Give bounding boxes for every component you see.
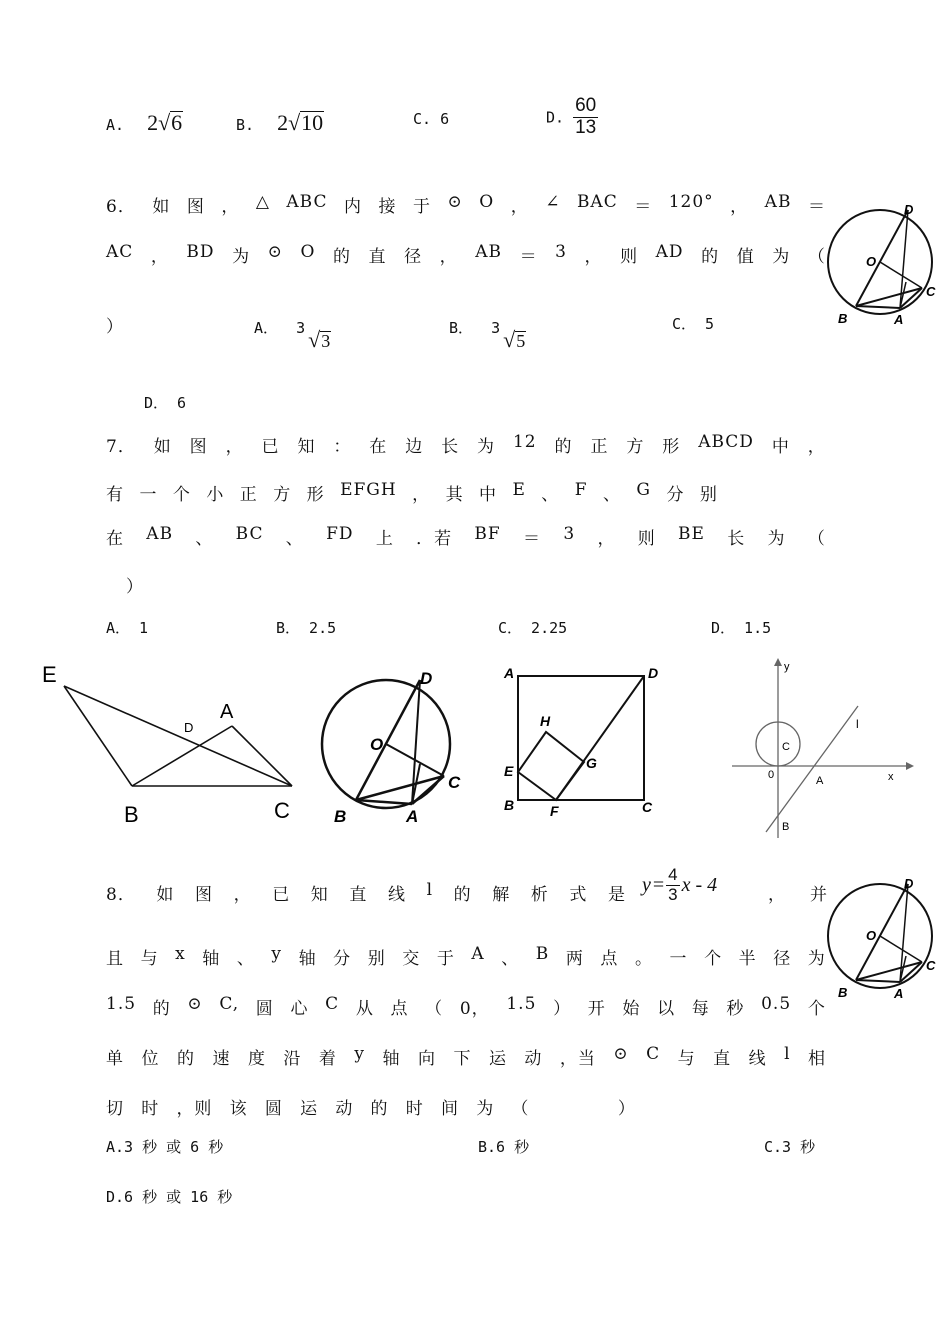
text-token: 时 — [141, 1099, 160, 1119]
text-token: 交 — [402, 949, 421, 969]
text-token: 线 — [387, 885, 406, 905]
text-token: 的 — [453, 885, 472, 905]
q5-option-c: C. 6 — [413, 110, 450, 128]
text-token: 于 — [413, 197, 431, 217]
text-token: 如 — [153, 437, 172, 457]
text-token: 正 — [590, 437, 609, 457]
text-token: 秒 — [726, 999, 745, 1019]
circle-figure — [316, 664, 476, 830]
text-token: 1.5 — [506, 994, 537, 1014]
text-token: 、 — [602, 485, 621, 505]
text-token: 已 — [272, 885, 291, 905]
text-token: 在 — [106, 529, 124, 549]
q6-option-d: D． 6 — [144, 394, 187, 412]
text-token: 7． — [106, 437, 136, 457]
text-token: O — [300, 242, 316, 262]
triangle-figure — [36, 658, 306, 830]
text-token: 的 — [554, 437, 573, 457]
text-token: 有 — [106, 485, 124, 505]
text-token: ．若 — [416, 529, 453, 549]
text-token: 、 — [236, 949, 255, 969]
text-token: AD — [655, 242, 684, 262]
fig4-label-l: l — [856, 717, 859, 731]
text-token: 轴 — [298, 949, 317, 969]
text-token: 沿 — [283, 1049, 302, 1069]
text-token: 形 — [306, 485, 325, 505]
text-token: （ — [425, 999, 444, 1019]
text-token: 为 — [767, 529, 786, 549]
text-token: G — [636, 480, 651, 500]
text-token: 半 — [738, 949, 757, 969]
q6-line-2 — [106, 242, 826, 267]
text-token: 如 — [152, 197, 171, 217]
text-token: 上 — [375, 529, 394, 549]
text-token: O — [479, 192, 495, 212]
text-token: 的 — [701, 247, 720, 267]
q6-option-a: A． 3 √3 — [254, 319, 331, 352]
text-token: 轴 — [202, 949, 221, 969]
text-token: ⊙ — [613, 1044, 629, 1064]
q7-option-d: D． 1.5 — [711, 619, 772, 637]
text-token: ⊙ — [187, 994, 203, 1014]
text-token: 1.5 — [106, 994, 137, 1014]
text-token: y — [354, 1044, 365, 1064]
q8-fig-label-d: D — [904, 876, 914, 891]
text-token: l — [784, 1044, 791, 1064]
text-token: AB — [146, 524, 174, 544]
q8-option-b: B.6 秒 — [478, 1138, 530, 1156]
text-token: x — [175, 944, 186, 964]
text-token: ， — [439, 247, 458, 267]
text-token: AB — [475, 242, 503, 262]
text-token: AB — [764, 192, 792, 212]
q6-line-3-paren: ） — [106, 317, 124, 337]
text-token: l — [426, 880, 434, 900]
text-token: 方 — [273, 485, 292, 505]
text-token: 则 — [620, 247, 639, 267]
fig1-label-a: A — [220, 701, 234, 723]
q5-option-d: D. $\frac{60}{13}$ — [546, 95, 597, 138]
q8-line-4 — [106, 1044, 826, 1069]
text-token: 0.5 — [761, 994, 792, 1014]
q6-option-c: C． 5 — [672, 315, 715, 333]
text-token: FD — [326, 524, 354, 544]
q8-equation: y = $\frac{4}{3}$ x - 4 — [642, 865, 718, 904]
fig4-label-y: y — [784, 661, 790, 673]
text-token: ） — [617, 1099, 636, 1119]
text-token: ， — [412, 485, 431, 505]
text-token: 方 — [626, 437, 645, 457]
text-token: 。 — [634, 949, 653, 969]
text-token: 点 — [600, 949, 619, 969]
text-token: 小 — [206, 485, 225, 505]
text-token: ＝ — [523, 529, 542, 549]
q8-option-c: C.3 秒 — [764, 1138, 816, 1156]
q8-fig-label-b: B — [838, 985, 848, 1000]
text-token: 一 — [669, 949, 688, 969]
text-token: 、 — [195, 529, 214, 549]
text-token: 120° — [668, 192, 714, 212]
text-token: ＝ — [634, 197, 653, 217]
text-token: 直 — [349, 885, 368, 905]
q8-fig-label-a: A — [894, 986, 904, 1001]
text-token: 于 — [436, 949, 455, 969]
q7-option-a: A． 1 — [106, 619, 149, 637]
text-token: ⊙ — [267, 242, 283, 262]
text-token: △ — [255, 192, 270, 212]
text-token: ，当 — [559, 1049, 596, 1069]
fig2-label-c: C — [448, 773, 461, 792]
q8-option-d: D.6 秒 或 16 秒 — [106, 1188, 233, 1206]
text-token: 正 — [239, 485, 258, 505]
q7-option-c: C． 2.25 — [498, 619, 568, 637]
text-token: 圆 — [264, 1099, 283, 1119]
q8-line-1-pre — [106, 880, 626, 905]
fig2-label-b: B — [334, 807, 347, 826]
text-token: 的 — [332, 247, 351, 267]
text-token: BC — [235, 524, 264, 544]
text-token: 动 — [524, 1049, 543, 1069]
text-token: 8． — [106, 885, 136, 905]
text-token: C — [646, 1044, 661, 1064]
text-token — [547, 1094, 601, 1119]
fig2-label-d: D — [420, 669, 433, 688]
text-token: （ — [807, 529, 826, 549]
text-token: 心 — [290, 999, 309, 1019]
text-token: ， — [225, 437, 244, 457]
q8-line-2 — [106, 944, 826, 969]
text-token: 度 — [247, 1049, 266, 1069]
q6-fig-label-d: D — [904, 202, 914, 217]
text-token: ， — [768, 885, 786, 905]
text-token: 长 — [441, 437, 460, 457]
text-token: 径 — [773, 949, 792, 969]
fig3-label-a: A — [504, 665, 515, 681]
text-token: 分 — [333, 949, 352, 969]
fig2-label-a: A — [406, 807, 419, 826]
fig4-label-x: x — [888, 771, 894, 783]
text-token: ABC — [286, 192, 328, 212]
text-token: 向 — [417, 1049, 436, 1069]
text-token: E — [512, 480, 526, 500]
text-token: 为 — [772, 247, 791, 267]
fig1-label-b: B — [124, 802, 139, 827]
text-token: 切 — [106, 1099, 124, 1119]
text-token: 中 — [771, 437, 790, 457]
text-token: BD — [186, 242, 215, 262]
fig4-label-c: C — [782, 741, 790, 753]
text-token: 为 — [477, 437, 496, 457]
coordinate-figure — [726, 654, 916, 844]
text-token: ， — [730, 197, 749, 217]
text-token: 一 — [139, 485, 158, 505]
text-token: 位 — [141, 1049, 160, 1069]
text-token: （ — [807, 247, 826, 267]
q7-line-4: ） — [126, 577, 144, 597]
text-token: ＝ — [519, 247, 538, 267]
fig3-label-b: B — [504, 797, 515, 813]
text-token: B — [535, 944, 550, 964]
text-token: ， — [597, 529, 616, 549]
text-token: 知 — [297, 437, 316, 457]
text-token: 该 — [229, 1099, 248, 1119]
text-token: C, — [219, 994, 240, 1014]
text-token: ， — [221, 197, 240, 217]
text-token: 直 — [368, 247, 387, 267]
text-token: ∠ — [545, 192, 561, 212]
text-token: ， — [584, 247, 603, 267]
text-token: 时 — [405, 1099, 424, 1119]
text-token: 、 — [285, 529, 304, 549]
text-token: ABCD — [698, 432, 754, 452]
text-token: 为 — [476, 1099, 495, 1119]
text-token: 接 — [378, 197, 397, 217]
q8-line-1-post — [768, 880, 828, 905]
text-token: 为 — [807, 949, 826, 969]
text-token: 着 — [318, 1049, 337, 1069]
text-token: 式 — [569, 885, 588, 905]
text-token: 值 — [736, 247, 755, 267]
text-token: 轴 — [382, 1049, 401, 1069]
text-token: 内 — [344, 197, 362, 217]
text-token: 的 — [176, 1049, 195, 1069]
text-token: ： — [333, 437, 352, 457]
q6-line-1 — [106, 192, 826, 217]
text-token: 个 — [704, 949, 723, 969]
text-token: 为 — [232, 247, 251, 267]
fig3-label-d: D — [648, 665, 659, 681]
text-token: 图 — [189, 437, 208, 457]
q6-option-b: B． 3 √5 — [449, 319, 526, 352]
text-token: 间 — [440, 1099, 459, 1119]
text-token: 图 — [186, 197, 205, 217]
text-token: y — [271, 944, 283, 964]
text-token: 点 — [390, 999, 409, 1019]
text-token: F — [574, 480, 588, 500]
text-token: 分 — [666, 485, 685, 505]
text-token: 始 — [622, 999, 641, 1019]
text-token: 0， — [459, 999, 490, 1019]
text-token: 个 — [807, 999, 826, 1019]
text-token: 3 — [555, 242, 567, 262]
text-token: 图 — [195, 885, 214, 905]
fig4-label-a: A — [816, 775, 824, 787]
q7-line-2 — [106, 480, 718, 505]
q8-fig-label-o: O — [866, 928, 877, 943]
text-token: 则 — [637, 529, 656, 549]
text-token: 线 — [748, 1049, 767, 1069]
text-token: 圆 — [255, 999, 274, 1019]
fig3-label-f: F — [550, 803, 559, 819]
fig1-label-c: C — [274, 798, 290, 823]
text-token: ， — [233, 885, 252, 905]
text-token: 6． — [106, 197, 136, 217]
text-token: ） — [553, 999, 572, 1019]
text-token: 与 — [140, 949, 159, 969]
q8-fig-label-c: C — [926, 958, 936, 973]
text-token: 长 — [727, 529, 746, 549]
text-token: ＝ — [807, 197, 826, 217]
text-token: ， — [807, 437, 826, 457]
text-token: 直 — [713, 1049, 732, 1069]
text-token: 其 — [445, 485, 464, 505]
q6-fig-label-a: A — [894, 312, 904, 327]
text-token: 每 — [691, 999, 710, 1019]
text-token: AC — [106, 242, 134, 262]
text-token: 、 — [501, 949, 520, 969]
text-token: ， — [510, 197, 529, 217]
text-token: 并 — [810, 885, 828, 905]
fig3-label-h: H — [540, 713, 551, 729]
square-figure — [498, 660, 668, 822]
text-token: BAC — [576, 192, 618, 212]
text-token: 别 — [699, 485, 718, 505]
fig1-label-d: D — [184, 720, 194, 735]
text-token: ， — [150, 247, 169, 267]
fig3-label-e: E — [504, 763, 514, 779]
q8-line-5 — [106, 1094, 636, 1119]
text-token: 是 — [607, 885, 626, 905]
text-token: 个 — [172, 485, 191, 505]
text-token: 在 — [369, 437, 388, 457]
q8-option-a: A.3 秒 或 6 秒 — [106, 1138, 224, 1156]
q7-line-1 — [106, 432, 826, 457]
fig4-label-zero: 0 — [768, 769, 775, 781]
text-token: 3 — [563, 524, 576, 544]
text-token: 边 — [405, 437, 424, 457]
text-token: 中 — [479, 485, 497, 505]
text-token: 知 — [310, 885, 329, 905]
fig4-label-b: B — [782, 821, 790, 833]
text-token: 形 — [662, 437, 681, 457]
text-token: 相 — [808, 1049, 826, 1069]
text-token: 运 — [488, 1049, 507, 1069]
text-token: 已 — [261, 437, 280, 457]
fig3-label-g: G — [586, 755, 597, 771]
text-token: 两 — [565, 949, 584, 969]
q6-fig-label-b: B — [838, 311, 848, 326]
text-token: A — [471, 944, 485, 964]
text-token: 的 — [152, 999, 171, 1019]
text-token: ⊙ — [447, 192, 463, 212]
text-token: （ — [511, 1099, 530, 1119]
fig2-label-o: O — [370, 735, 384, 754]
fig1-label-e: E — [42, 662, 57, 687]
fig3-label-c: C — [642, 799, 653, 815]
text-token: 别 — [367, 949, 386, 969]
text-token: 动 — [335, 1099, 354, 1119]
text-token: 开 — [587, 999, 606, 1019]
q8-circle-figure — [822, 872, 944, 1002]
q6-fig-label-c: C — [926, 284, 936, 299]
text-token: BF — [474, 524, 501, 544]
text-token: 且 — [106, 949, 124, 969]
text-token: BE — [678, 524, 705, 544]
text-token: 以 — [657, 999, 676, 1019]
text-token: 从 — [355, 999, 374, 1019]
text-token: 速 — [212, 1049, 231, 1069]
text-token: 的 — [370, 1099, 389, 1119]
q7-option-b: B． 2.5 — [276, 619, 337, 637]
text-token: C — [325, 994, 340, 1014]
text-token: ，则 — [176, 1099, 213, 1119]
text-token: EFGH — [340, 480, 397, 500]
text-token: 单 — [106, 1049, 124, 1069]
q5-option-a: A. 2√6 — [106, 110, 183, 135]
q8-line-3 — [106, 994, 826, 1019]
q5-option-b: B. 2√10 — [236, 110, 324, 135]
q7-line-3 — [106, 524, 826, 549]
q6-fig-label-o: O — [866, 254, 877, 269]
text-token: 解 — [492, 885, 511, 905]
text-token: 12 — [512, 432, 537, 452]
text-token: 下 — [453, 1049, 472, 1069]
text-token: 、 — [541, 485, 560, 505]
text-token: 径 — [404, 247, 423, 267]
text-token: 与 — [677, 1049, 696, 1069]
text-token: 析 — [530, 885, 549, 905]
text-token: 运 — [300, 1099, 319, 1119]
q6-circle-figure — [822, 198, 944, 328]
text-token: 如 — [156, 885, 175, 905]
